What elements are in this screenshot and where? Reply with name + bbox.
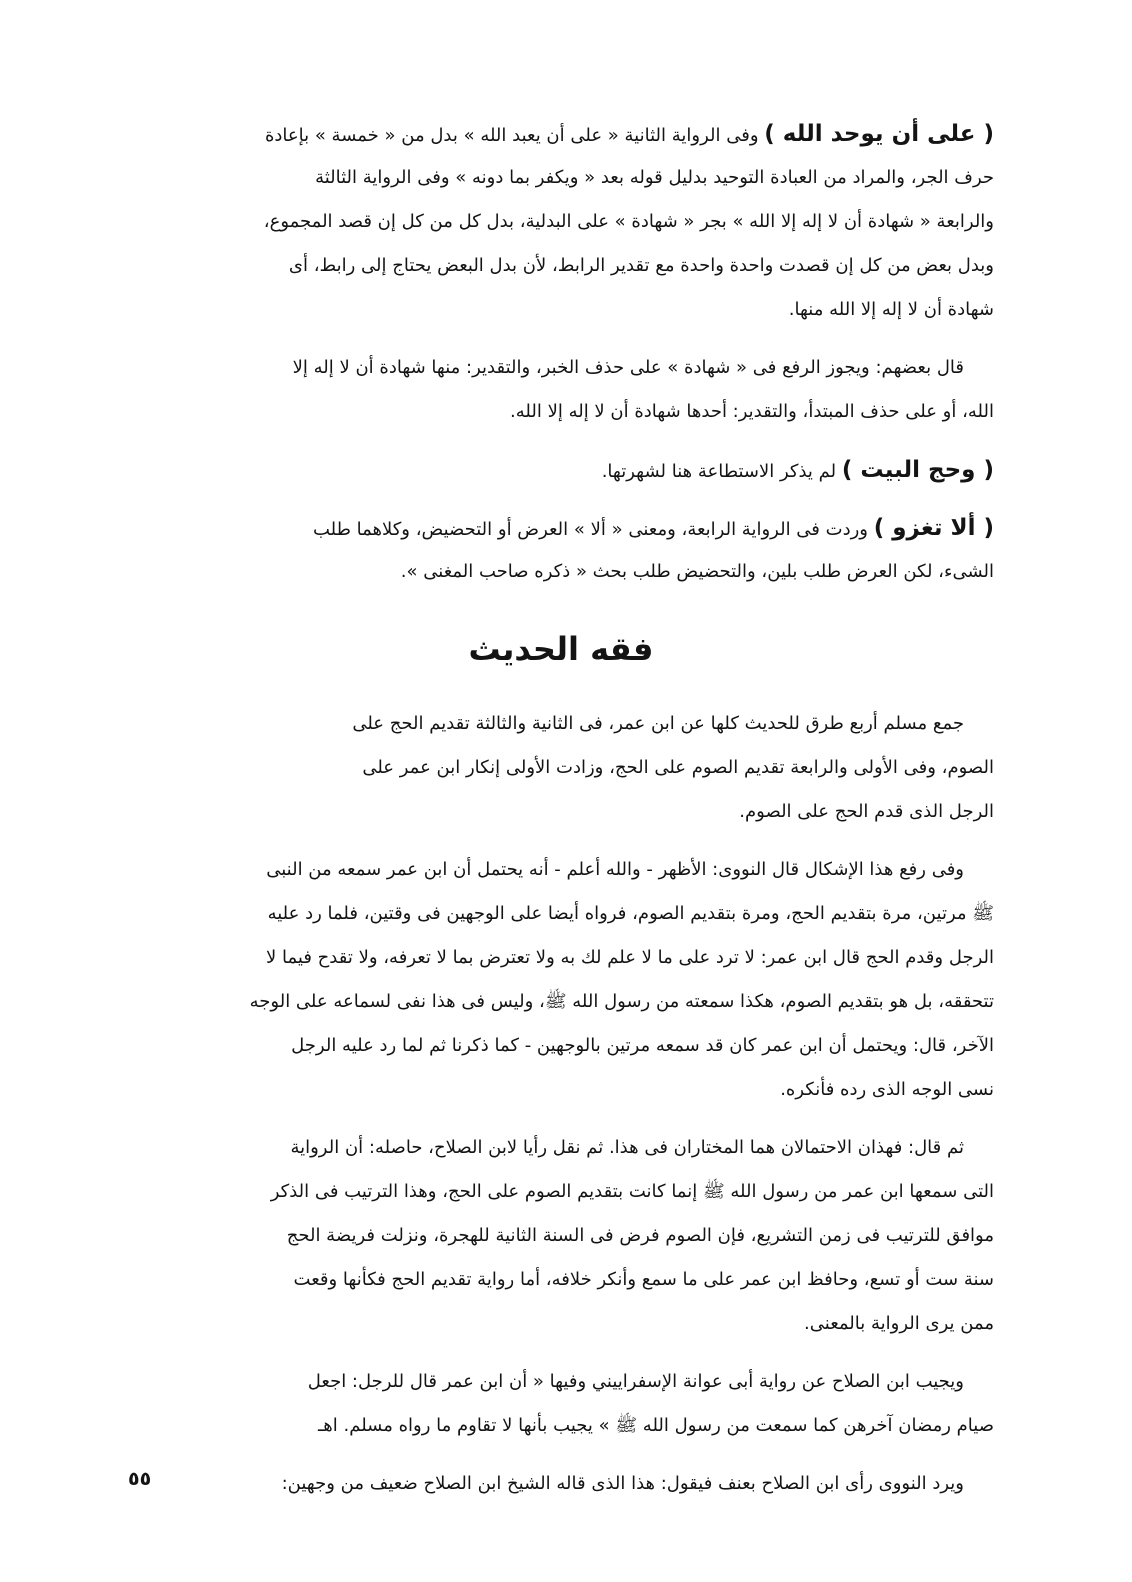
paragraph-nawawi-rebuttal: [128, 1462, 994, 1506]
text-line: وفى رفع هذا الإشكال قال النووى: الأظهر - والله أعلم - أنه يحتمل أن ابن عمر سمعه من النبى: [266, 859, 964, 880]
text-line: الرجل وقدم الحج قال ابن عمر: لا ترد على ما لا علم لك به ولا تعترض بما لا تعرفه، ولا تقدح فيما لا: [266, 947, 994, 968]
lead-phrase: ( ألا تغزو ): [873, 515, 994, 541]
paragraph-four-narrations: [128, 702, 994, 834]
text-line: صيام رمضان آخرهن كما سمعت من رسول الله ﷺ » يجيب بأنها لا تقاوم ما رواه مسلم. اهـ: [318, 1415, 994, 1436]
page-number: ٥٥: [128, 1468, 152, 1490]
page-body: [128, 112, 994, 1520]
text-line: [128, 448, 994, 492]
text-line: نسى الوجه الذى رده فأنكره.: [780, 1079, 994, 1100]
text-line: وبدل بعض من كل إن قصدت واحدة واحدة مع تقدير الرابط، لأن بدل البعض يحتاج إلى رابط، أى: [288, 255, 994, 276]
lead-phrase: ( وحج البيت ): [841, 457, 994, 483]
line-text: وردت فى الرواية الرابعة، ومعنى « ألا » العرض أو التحضيض، وكلاهما طلب: [312, 519, 868, 540]
text-line: موافق للترتيب فى زمن التشريع، فإن الصوم فرض فى السنة الثانية للهجرة، ونزلت فريضة الحج: [286, 1225, 994, 1246]
lead-phrase: ( على أن يوحد الله ): [764, 121, 994, 147]
text-line: حرف الجر، والمراد من العبادة التوحيد بدليل قوله بعد « ويكفر بما دونه » وفى الرواية الثالثة: [315, 167, 994, 188]
text-line: ويرد النووى رأى ابن الصلاح بعنف فيقول: هذا الذى قاله الشيخ ابن الصلاح ضعيف من وجهين:: [281, 1473, 964, 1494]
paragraph-ala-taghzu: [128, 506, 994, 594]
text-line: ممن يرى الرواية بالمعنى.: [804, 1313, 994, 1334]
text-line: شهادة أن لا إله إلا الله منها.: [788, 299, 994, 320]
text-line: الرجل الذى قدم الحج على الصوم.: [739, 801, 994, 822]
section-heading: فقه الحديث: [468, 630, 654, 668]
text-line: ﷺ مرتين، مرة بتقديم الحج، ومرة بتقديم الصوم، فرواه أيضا على الوجهين فى وقتين، فلما رد عليه: [267, 903, 994, 924]
text-line: ثم قال: فهذان الاحتمالان هما المختاران فى هذا. ثم نقل رأيا لابن الصلاح، حاصله: أن الرواية: [290, 1137, 964, 1158]
text-line: والرابعة « شهادة أن لا إله إلا الله » بجر « شهادة » على البدلية، بدل كل من كل إن قصد المجموع،: [263, 211, 994, 232]
text-line: تتحققه، بل هو بتقديم الصوم، هكذا سمعته من رسول الله ﷺ، وليس فى هذا نفى لسماعه على الوجه: [249, 991, 994, 1012]
paragraph-hajj: [128, 448, 994, 492]
paragraph-abu-awana: [128, 1360, 994, 1448]
paragraph-nawawi-view: [128, 848, 994, 1112]
text-line: الآخر، قال: ويحتمل أن ابن عمر كان قد سمعه مرتين بالوجهين - كما ذكرنا ثم لما رد عليه الرجل: [291, 1035, 994, 1056]
text-line: الله، أو على حذف المبتدأ، والتقدير: أحدها شهادة أن لا إله إلا الله.: [510, 401, 994, 422]
paragraph-grammar-note: [128, 346, 994, 434]
text-line: [128, 506, 994, 550]
paragraph-ibn-salah-view: [128, 1126, 994, 1346]
text-line: [128, 112, 994, 156]
text-line: الشىء، لكن العرض طلب بلين، والتحضيض طلب بحث « ذكره صاحب المغنى ».: [400, 561, 994, 582]
text-line: جمع مسلم أربع طرق للحديث كلها عن ابن عمر، فى الثانية والثالثة تقديم الحج على: [352, 713, 964, 734]
line-text: وفى الرواية الثانية « على أن يعبد الله » بدل من « خمسة » بإعادة: [264, 125, 759, 146]
line-text: لم يذكر الاستطاعة هنا لشهرتها.: [601, 461, 837, 482]
text-line: ويجيب ابن الصلاح عن رواية أبى عوانة الإسفراييني وفيها « أن ابن عمر قال للرجل: اجعل: [307, 1371, 964, 1392]
text-line: التى سمعها ابن عمر من رسول الله ﷺ إنما كانت بتقديم الصوم على الحج، وهذا الترتيب فى الذكر: [270, 1181, 994, 1202]
text-line: سنة ست أو تسع، وحافظ ابن عمر على ما سمع وأنكر خلافه، أما رواية تقديم الحج فكأنها وقعت: [293, 1269, 994, 1290]
text-line: قال بعضهم: ويجوز الرفع فى « شهادة » على حذف الخبر، والتقدير: منها شهادة أن لا إله إلا: [292, 357, 964, 378]
paragraph-worship-clause: [128, 112, 994, 332]
text-line: الصوم، وفى الأولى والرابعة تقديم الصوم على الحج، وزادت الأولى إنكار ابن عمر على: [362, 757, 994, 778]
